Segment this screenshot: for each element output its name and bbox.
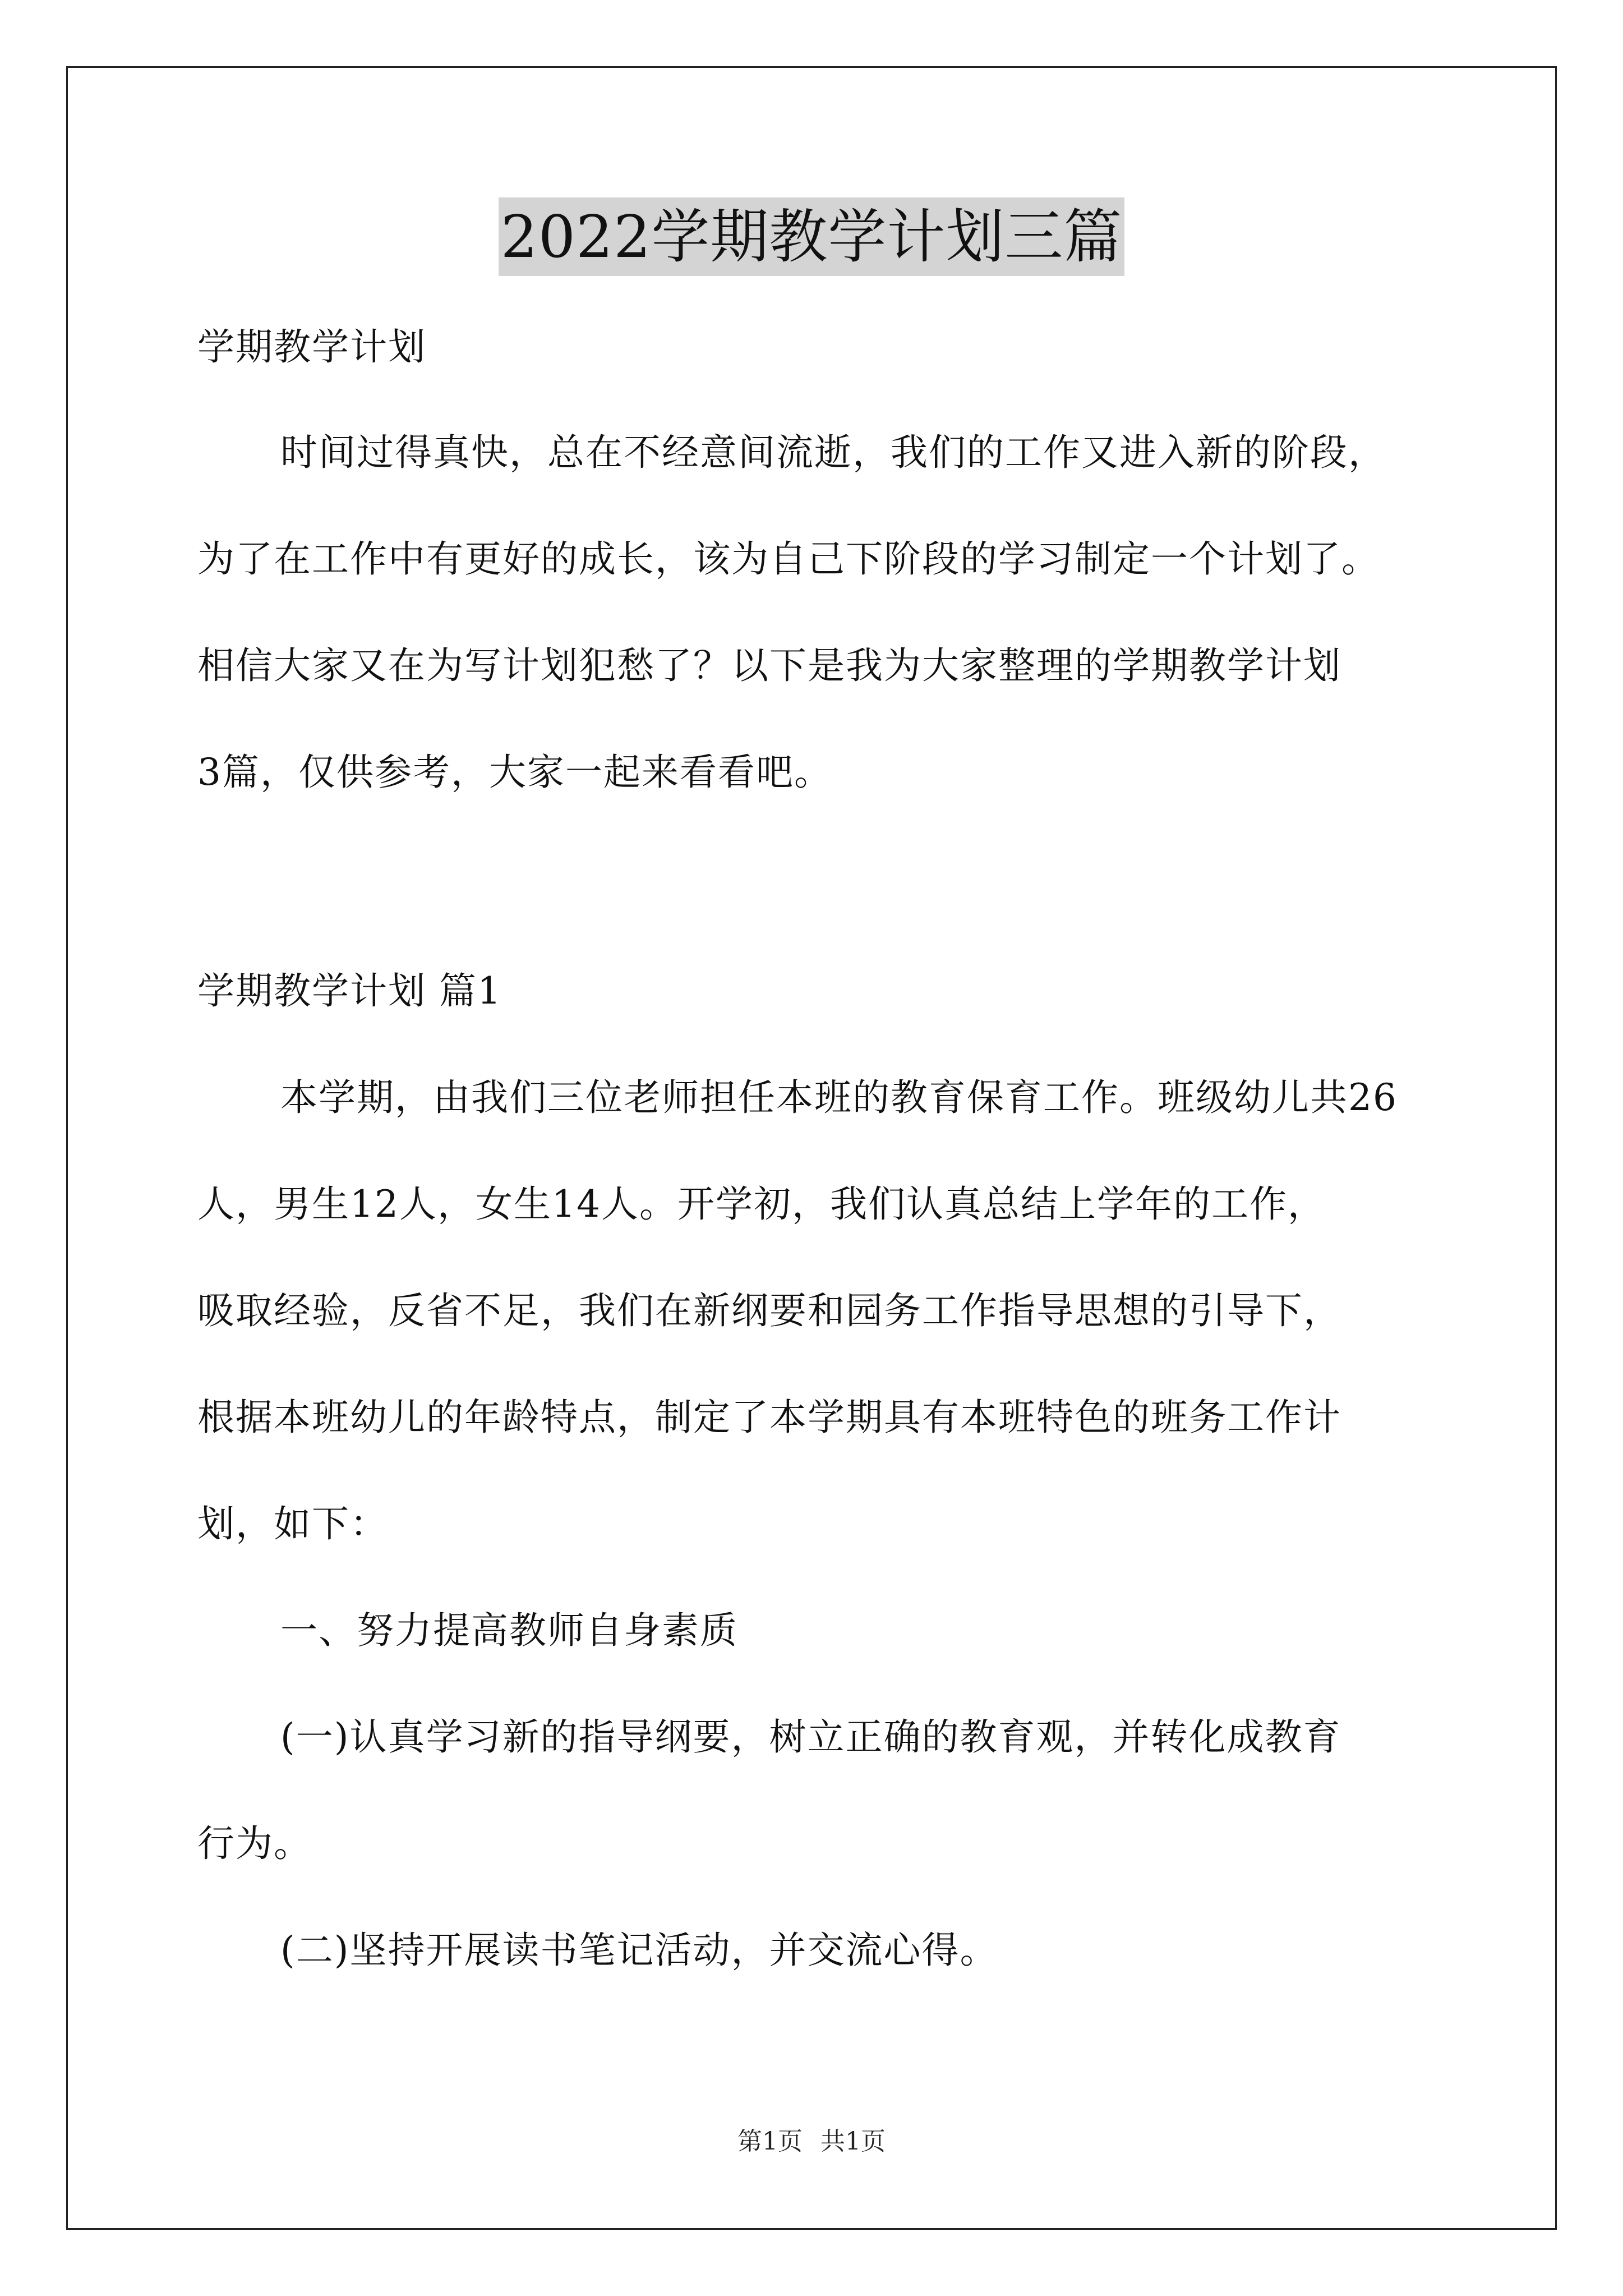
subsection-heading: 一、努力提高教师自身素质 (280, 1609, 738, 1652)
page-border (66, 66, 1557, 2230)
paragraph-line: 本学期，由我们三位老师担任本班的教育保育工作。班级幼儿共26 (280, 1076, 1398, 1119)
paragraph-line: 3篇，仅供参考，大家一起来看看吧。 (197, 751, 832, 794)
paragraph-line: 相信大家又在为写计划犯愁了？以下是我为大家整理的学期教学计划 (197, 644, 1341, 687)
paragraph-line: 人，男生12人，女生14人。开学初，我们认真总结上学年的工作， (197, 1182, 1326, 1226)
document-title: 2022学期教学计划三篇 (499, 197, 1125, 276)
paragraph-line: (二)坚持开展读书笔记活动，并交流心得。 (280, 1929, 998, 1972)
title-container (0, 197, 1623, 276)
paragraph-line: 时间过得真快，总在不经意间流逝，我们的工作又进入新的阶段， (280, 431, 1386, 474)
paragraph-line: 吸取经验，反省不足，我们在新纲要和园务工作指导思想的引导下， (197, 1289, 1341, 1332)
paragraph-line: 为了在工作中有更好的成长，该为自己下阶段的学习制定一个计划了。 (197, 537, 1380, 581)
page-footer (0, 2125, 1623, 2159)
paragraph-line: 划，如下： (197, 1502, 388, 1545)
section-heading: 学期教学计划 篇1 (197, 969, 502, 1013)
page-number-current: 第1页 (737, 2127, 803, 2156)
paragraph-line: 根据本班幼儿的年龄特点，制定了本学期具有本班特色的班务工作计 (197, 1396, 1341, 1439)
paragraph-line: (一)认真学习新的指导纲要，树立正确的教育观，并转化成教育 (280, 1715, 1341, 1759)
paragraph-line: 行为。 (197, 1822, 312, 1865)
section-heading: 学期教学计划 (197, 325, 426, 369)
page-number-total: 共1页 (820, 2127, 886, 2156)
